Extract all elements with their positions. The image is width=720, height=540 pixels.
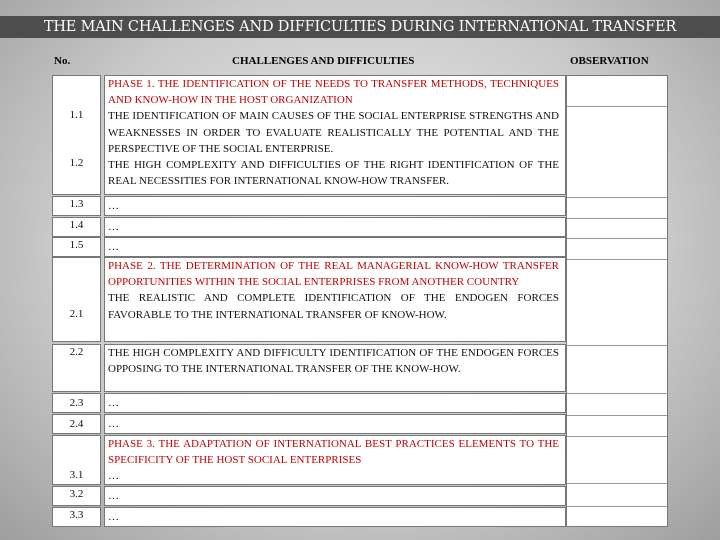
challenge-text-2-4: … (108, 418, 119, 430)
phase1-text-cell (104, 75, 566, 195)
challenge-text-3-1: … (108, 470, 119, 483)
row-number-3-2: 3.2 (69, 488, 84, 500)
page-title: THE MAIN CHALLENGES AND DIFFICULTIES DURING INTERNATIONAL TRANSFER (0, 16, 720, 38)
row-number-2-1: 2.1 (69, 308, 84, 320)
header-observation: OBSERVATION (570, 55, 649, 67)
table-row (52, 237, 566, 257)
table-row (52, 393, 566, 413)
phase2-heading: PHASE 2. THE DETERMINATION OF THE REAL MANAGERIAL KNOW-HOW TRANSFER OPPORTUNITIES WITHIN THE SOCIAL ENTERPRISES FROM ANOTHER COUNTRY (108, 260, 559, 289)
row-number-3-3: 3.3 (69, 509, 84, 521)
row-number-1-1: 1.1 (69, 109, 84, 121)
challenge-text-1-5: … (108, 241, 119, 253)
challenge-text-1-1: THE IDENTIFICATION OF MAIN CAUSES OF THE SOCIAL ENTERPRISE STRENGTHS AND WEAKNESSES IN ORDER TO EVALUATE REALISTICALLY THE POTENTIAL AND THE PERSPECTIVE OF THE SOCIAL ENTERPRISE. (108, 110, 559, 155)
table-row (52, 217, 566, 237)
challenge-text-1-2: THE HIGH COMPLEXITY AND DIFFICULTIES OF THE RIGHT IDENTIFICATION OF THE REAL NECESSITIES FOR INTERNATIONAL KNOW-HOW TRANSFER. (108, 159, 559, 188)
table-row (52, 507, 566, 527)
phase3-heading: PHASE 3. THE ADAPTATION OF INTERNATIONAL BEST PRACTICES ELEMENTS TO THE SPECIFICITY OF THE HOST SOCIAL ENTERPRISES (108, 438, 559, 467)
challenge-text-1-4: … (108, 221, 119, 233)
challenge-text-2-2: THE HIGH COMPLEXITY AND DIFFICULTY IDENTIFICATION OF THE ENDOGEN FORCES OPPOSING TO THE INTERNATIONAL TRANSFER OF THE KNOW-HOW. (108, 347, 559, 376)
header-no: No. (54, 55, 71, 67)
row-number-3-1: 3.1 (69, 469, 84, 481)
row-number-1-2: 1.2 (69, 157, 84, 169)
row-number-2-4: 2.4 (69, 418, 84, 430)
observation-column (566, 75, 668, 527)
table-row (52, 196, 566, 216)
challenge-text-1-3: … (108, 200, 119, 212)
row-number-1-3: 1.3 (69, 198, 84, 210)
header-challenges: CHALLENGES AND DIFFICULTIES (232, 55, 415, 67)
row-number-2-2: 2.2 (69, 346, 84, 358)
phase1-heading: PHASE 1. THE IDENTIFICATION OF THE NEEDS TO TRANSFER METHODS, TECHNIQUES AND KNOW-HOW IN THE HOST ORGANIZATION (108, 78, 559, 107)
phase2-block (52, 257, 566, 342)
challenge-text-2-1: THE REALISTIC AND COMPLETE IDENTIFICATION OF THE ENDOGEN FORCES FAVORABLE TO THE INTERNATIONAL TRANSFER OF KNOW-HOW. (108, 292, 559, 321)
phase1-block (52, 75, 566, 195)
challenge-text-2-3: … (108, 397, 119, 409)
challenge-text-3-3: … (108, 511, 119, 523)
table-row (52, 414, 566, 434)
phase3-block (52, 435, 566, 485)
row-number-1-5: 1.5 (69, 239, 84, 251)
row-number-1-4: 1.4 (69, 219, 84, 231)
table-row (52, 486, 566, 506)
table-row (52, 344, 566, 392)
phase1-num-cell (52, 75, 101, 195)
challenge-text-3-2: … (108, 490, 119, 502)
row-number-2-3: 2.3 (69, 397, 84, 409)
